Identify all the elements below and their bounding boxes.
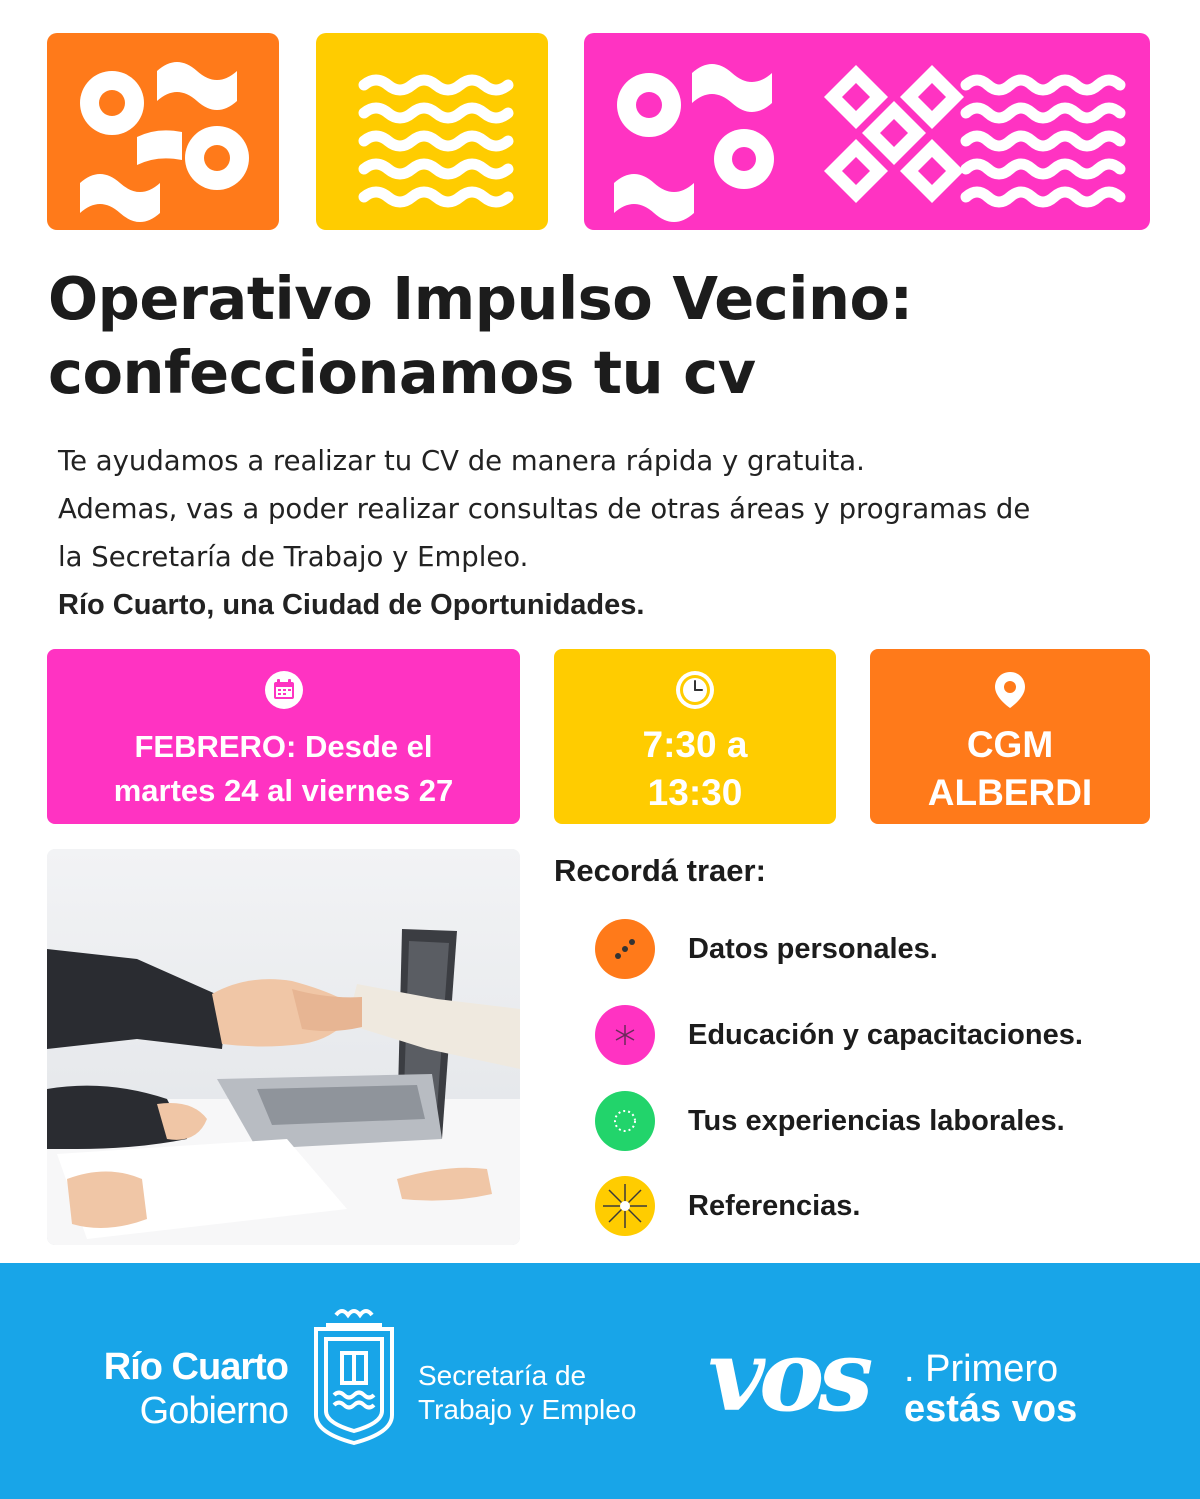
waves-icon: [316, 33, 548, 230]
intro-text: [58, 437, 1168, 629]
intro-tagline: Río Cuarto, una Ciudad de Oportunidades.: [58, 589, 645, 621]
checklist-item-label: Referencias.: [688, 1190, 861, 1222]
dots-icon: [595, 919, 655, 979]
date-line-2: martes 24 al viernes 27: [113, 773, 454, 808]
checklist-item: [595, 1005, 1195, 1065]
rio-cuarto-brand: [88, 1345, 288, 1433]
magenta-logo-tile: [584, 33, 1150, 230]
dotted-circle-icon: [595, 1091, 655, 1151]
rc-symbol-icon: [47, 33, 279, 230]
brand-line-1: Río Cuarto: [103, 1346, 288, 1388]
title-line-1: Operativo Impulso Vecino:: [48, 264, 913, 333]
slogan-line-2: estás vos: [904, 1388, 1078, 1430]
checklist-item: [595, 919, 1195, 979]
checklist-item: [595, 1091, 1195, 1151]
intro-line-1: Te ayudamos a realizar tu CV de manera rápida y gratuita.: [58, 445, 865, 477]
slogan-line-1: . Primero: [904, 1348, 1059, 1390]
checklist-heading: Recordá traer:: [554, 853, 766, 888]
location-line-1: CGM: [966, 724, 1054, 765]
checklist-item-label: Tus experiencias laborales.: [688, 1105, 1065, 1137]
time-line-1: 7:30 a: [642, 724, 748, 765]
time-line-2: 13:30: [647, 772, 743, 813]
handshake-photo: [47, 849, 520, 1245]
vos-logo: vos: [708, 1319, 868, 1434]
checklist-item-label: Educación y capacitaciones.: [688, 1019, 1083, 1051]
date-card: [47, 649, 520, 824]
checklist-item-label: Datos personales.: [688, 933, 938, 965]
yellow-waves-tile: [316, 33, 548, 230]
location-line-2: ALBERDI: [927, 772, 1093, 813]
calendar-icon: [264, 670, 304, 710]
combined-symbols-icon: [584, 33, 1150, 230]
secretaria-line-1: Secretaría de: [418, 1360, 587, 1391]
handshake-illustration: [47, 849, 520, 1245]
coat-of-arms-icon: [306, 1299, 402, 1449]
time-card: [554, 649, 836, 824]
location-card: [870, 649, 1150, 824]
slogan: [904, 1349, 1077, 1429]
intro-line-2: Ademas, vas a poder realizar consultas de otras áreas y programas de: [58, 493, 1031, 525]
location-pin-icon: [990, 670, 1030, 710]
footer: [0, 1263, 1200, 1499]
intro-line-3: la Secretaría de Trabajo y Empleo.: [58, 541, 529, 573]
title-line-2: confeccionamos tu cv: [48, 338, 756, 407]
sun-wheel-icon: [595, 1176, 655, 1236]
secretaria-label: [418, 1359, 636, 1427]
checklist-item: [595, 1176, 1195, 1236]
brand-line-2: Gobierno: [139, 1390, 288, 1432]
page-title: [48, 262, 1158, 410]
secretaria-line-2: Trabajo y Empleo: [418, 1394, 637, 1425]
date-line-1: FEBRERO: Desde el: [134, 729, 433, 764]
clock-icon: [675, 670, 715, 710]
orange-logo-tile: [47, 33, 279, 230]
asterisk-icon: [595, 1005, 655, 1065]
